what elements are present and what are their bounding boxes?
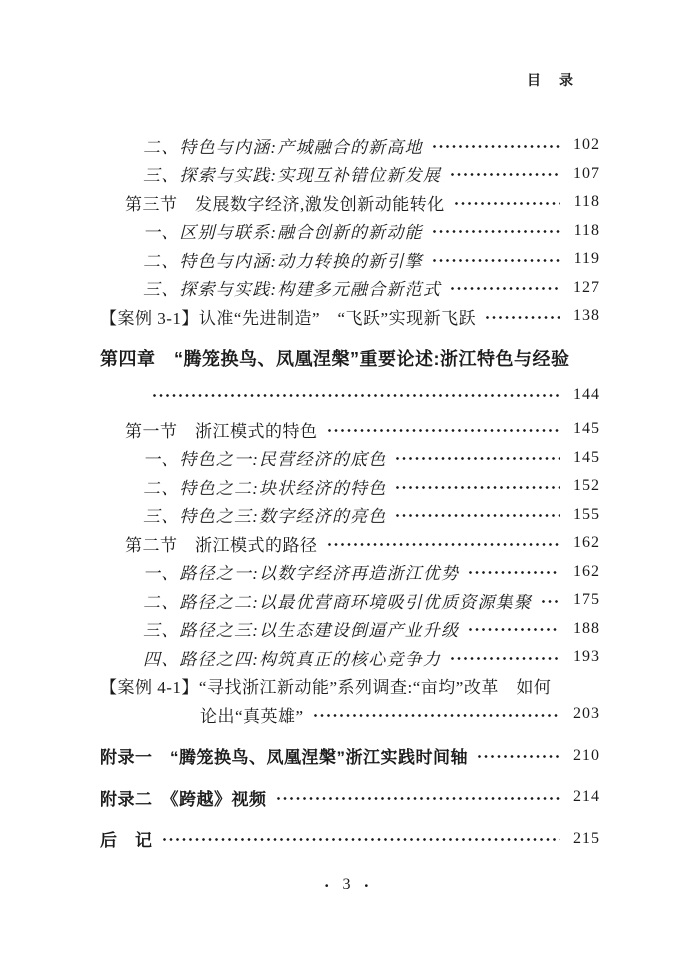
toc-entry-page: 138	[573, 307, 600, 325]
page-number: 3	[342, 876, 351, 893]
toc-entry-page: 193	[573, 648, 600, 666]
toc-entry-page: 162	[573, 534, 600, 552]
toc-entry-text: 二、特色与内涵:产城融合的新高地	[143, 137, 423, 157]
toc-entry-text: 第一节 浙江模式的特色	[125, 421, 318, 441]
dot-leader	[433, 259, 560, 262]
toc-entry-text: 论出“真英雄”	[200, 706, 304, 726]
dot-leader	[455, 202, 560, 205]
toc-entry-text: 【案例 4-1】“寻找浙江新动能”系列调查:“亩均”改革 如何	[100, 678, 552, 698]
toc-row	[100, 131, 600, 160]
toc-entry-text: 一、特色之一:民营经济的底色	[143, 450, 387, 470]
toc-entry-text: 四、路径之四:构筑真正的核心竞争力	[143, 649, 442, 669]
footer-dot-right: ·	[363, 875, 370, 895]
toc-entry-text: 【案例 3-1】认准“先进制造” “飞跃”实现新飞跃	[100, 308, 477, 328]
toc-row	[100, 302, 600, 331]
dot-leader	[451, 657, 560, 660]
dot-leader	[451, 173, 560, 176]
toc-row	[100, 825, 600, 854]
toc-row	[100, 444, 600, 473]
toc-entry-page: 118	[573, 193, 600, 211]
dot-leader	[396, 457, 560, 460]
page-footer	[0, 874, 693, 896]
dot-leader	[153, 394, 560, 397]
toc-entry-text: 二、路径之二:以最优营商环境吸引优质资源集聚	[143, 592, 533, 612]
toc-row	[100, 558, 600, 587]
dot-leader	[469, 628, 560, 631]
toc-entry-page: 144	[573, 385, 600, 403]
toc-entry-text: 第三节 发展数字经济,激发创新动能转化	[125, 194, 445, 214]
toc-entry-page: 119	[573, 250, 600, 268]
toc-entry-page: 214	[573, 788, 600, 806]
toc-row	[100, 415, 600, 444]
dot-leader	[314, 714, 560, 717]
dot-leader	[542, 600, 560, 603]
dot-leader	[328, 543, 561, 546]
toc-entry-text: 附录一 “腾笼换鸟、凤凰涅槃”浙江实践时间轴	[100, 748, 468, 768]
toc-row	[100, 472, 600, 501]
dot-leader	[163, 838, 561, 841]
dot-leader	[486, 316, 560, 319]
dot-leader	[451, 287, 560, 290]
toc-entry-text: 三、特色之三:数字经济的亮色	[143, 507, 387, 527]
toc-list	[100, 131, 600, 853]
toc-entry-page: 203	[573, 705, 600, 723]
toc-row	[100, 245, 600, 274]
dot-leader	[433, 230, 560, 233]
toc-entry-text: 三、探索与实践:构建多元融合新范式	[143, 280, 442, 300]
dot-leader	[396, 514, 560, 517]
toc-entry-page: 175	[573, 591, 600, 609]
toc-entry-page: 118	[573, 221, 600, 239]
toc-entry-page: 188	[573, 619, 600, 637]
toc-row	[100, 274, 600, 303]
toc-entry-text: 后 记	[100, 831, 153, 851]
dot-leader	[469, 571, 560, 574]
toc-row	[100, 700, 600, 729]
toc-entry-text: 一、区别与联系:融合创新的新动能	[143, 223, 423, 243]
toc-row	[100, 586, 600, 615]
toc-row	[100, 341, 600, 375]
toc-entry-text: 二、特色与内涵:动力转换的新引擎	[143, 251, 423, 271]
toc-entry-text: 二、特色之二:块状经济的特色	[143, 478, 387, 498]
toc-entry-page: 127	[573, 278, 600, 296]
toc-entry-page: 107	[573, 164, 600, 182]
toc-entry-page: 162	[573, 562, 600, 580]
toc-entry-text: 第二节 浙江模式的路径	[125, 535, 318, 555]
toc-row	[100, 501, 600, 530]
dot-leader	[277, 797, 561, 800]
toc-entry-page: 215	[573, 829, 600, 847]
toc-entry-page: 145	[573, 420, 600, 438]
toc-row	[100, 217, 600, 246]
dot-leader	[478, 755, 560, 758]
toc-entry-text: 一、路径之一:以数字经济再造浙江优势	[143, 564, 460, 584]
toc-row	[100, 160, 600, 189]
dot-leader	[396, 486, 560, 489]
dot-leader	[433, 145, 560, 148]
toc-entry-page: 102	[573, 136, 600, 154]
page-header-title: 目 录	[527, 74, 575, 89]
toc-entry-text: 附录二 《跨越》视频	[100, 789, 267, 809]
dot-leader	[328, 429, 561, 432]
toc-entry-page: 152	[573, 477, 600, 495]
toc-row	[100, 188, 600, 217]
toc-row	[100, 783, 600, 812]
toc-entry-page: 210	[573, 746, 600, 764]
toc-row	[100, 615, 600, 644]
toc-row	[100, 529, 600, 558]
toc-row	[100, 742, 600, 771]
toc-entry-text: 第四章 “腾笼换鸟、凤凰涅槃”重要论述:浙江特色与经验	[100, 348, 570, 369]
toc-entry-page: 145	[573, 448, 600, 466]
toc-entry-page: 155	[573, 505, 600, 523]
toc-entry-text: 三、探索与实践:实现互补错位新发展	[143, 166, 442, 186]
toc-row	[100, 672, 600, 701]
toc-entry-text: 三、路径之三:以生态建设倒逼产业升级	[143, 621, 460, 641]
toc-row	[100, 643, 600, 672]
footer-dot-left: ·	[323, 875, 330, 895]
toc-row	[100, 381, 600, 410]
